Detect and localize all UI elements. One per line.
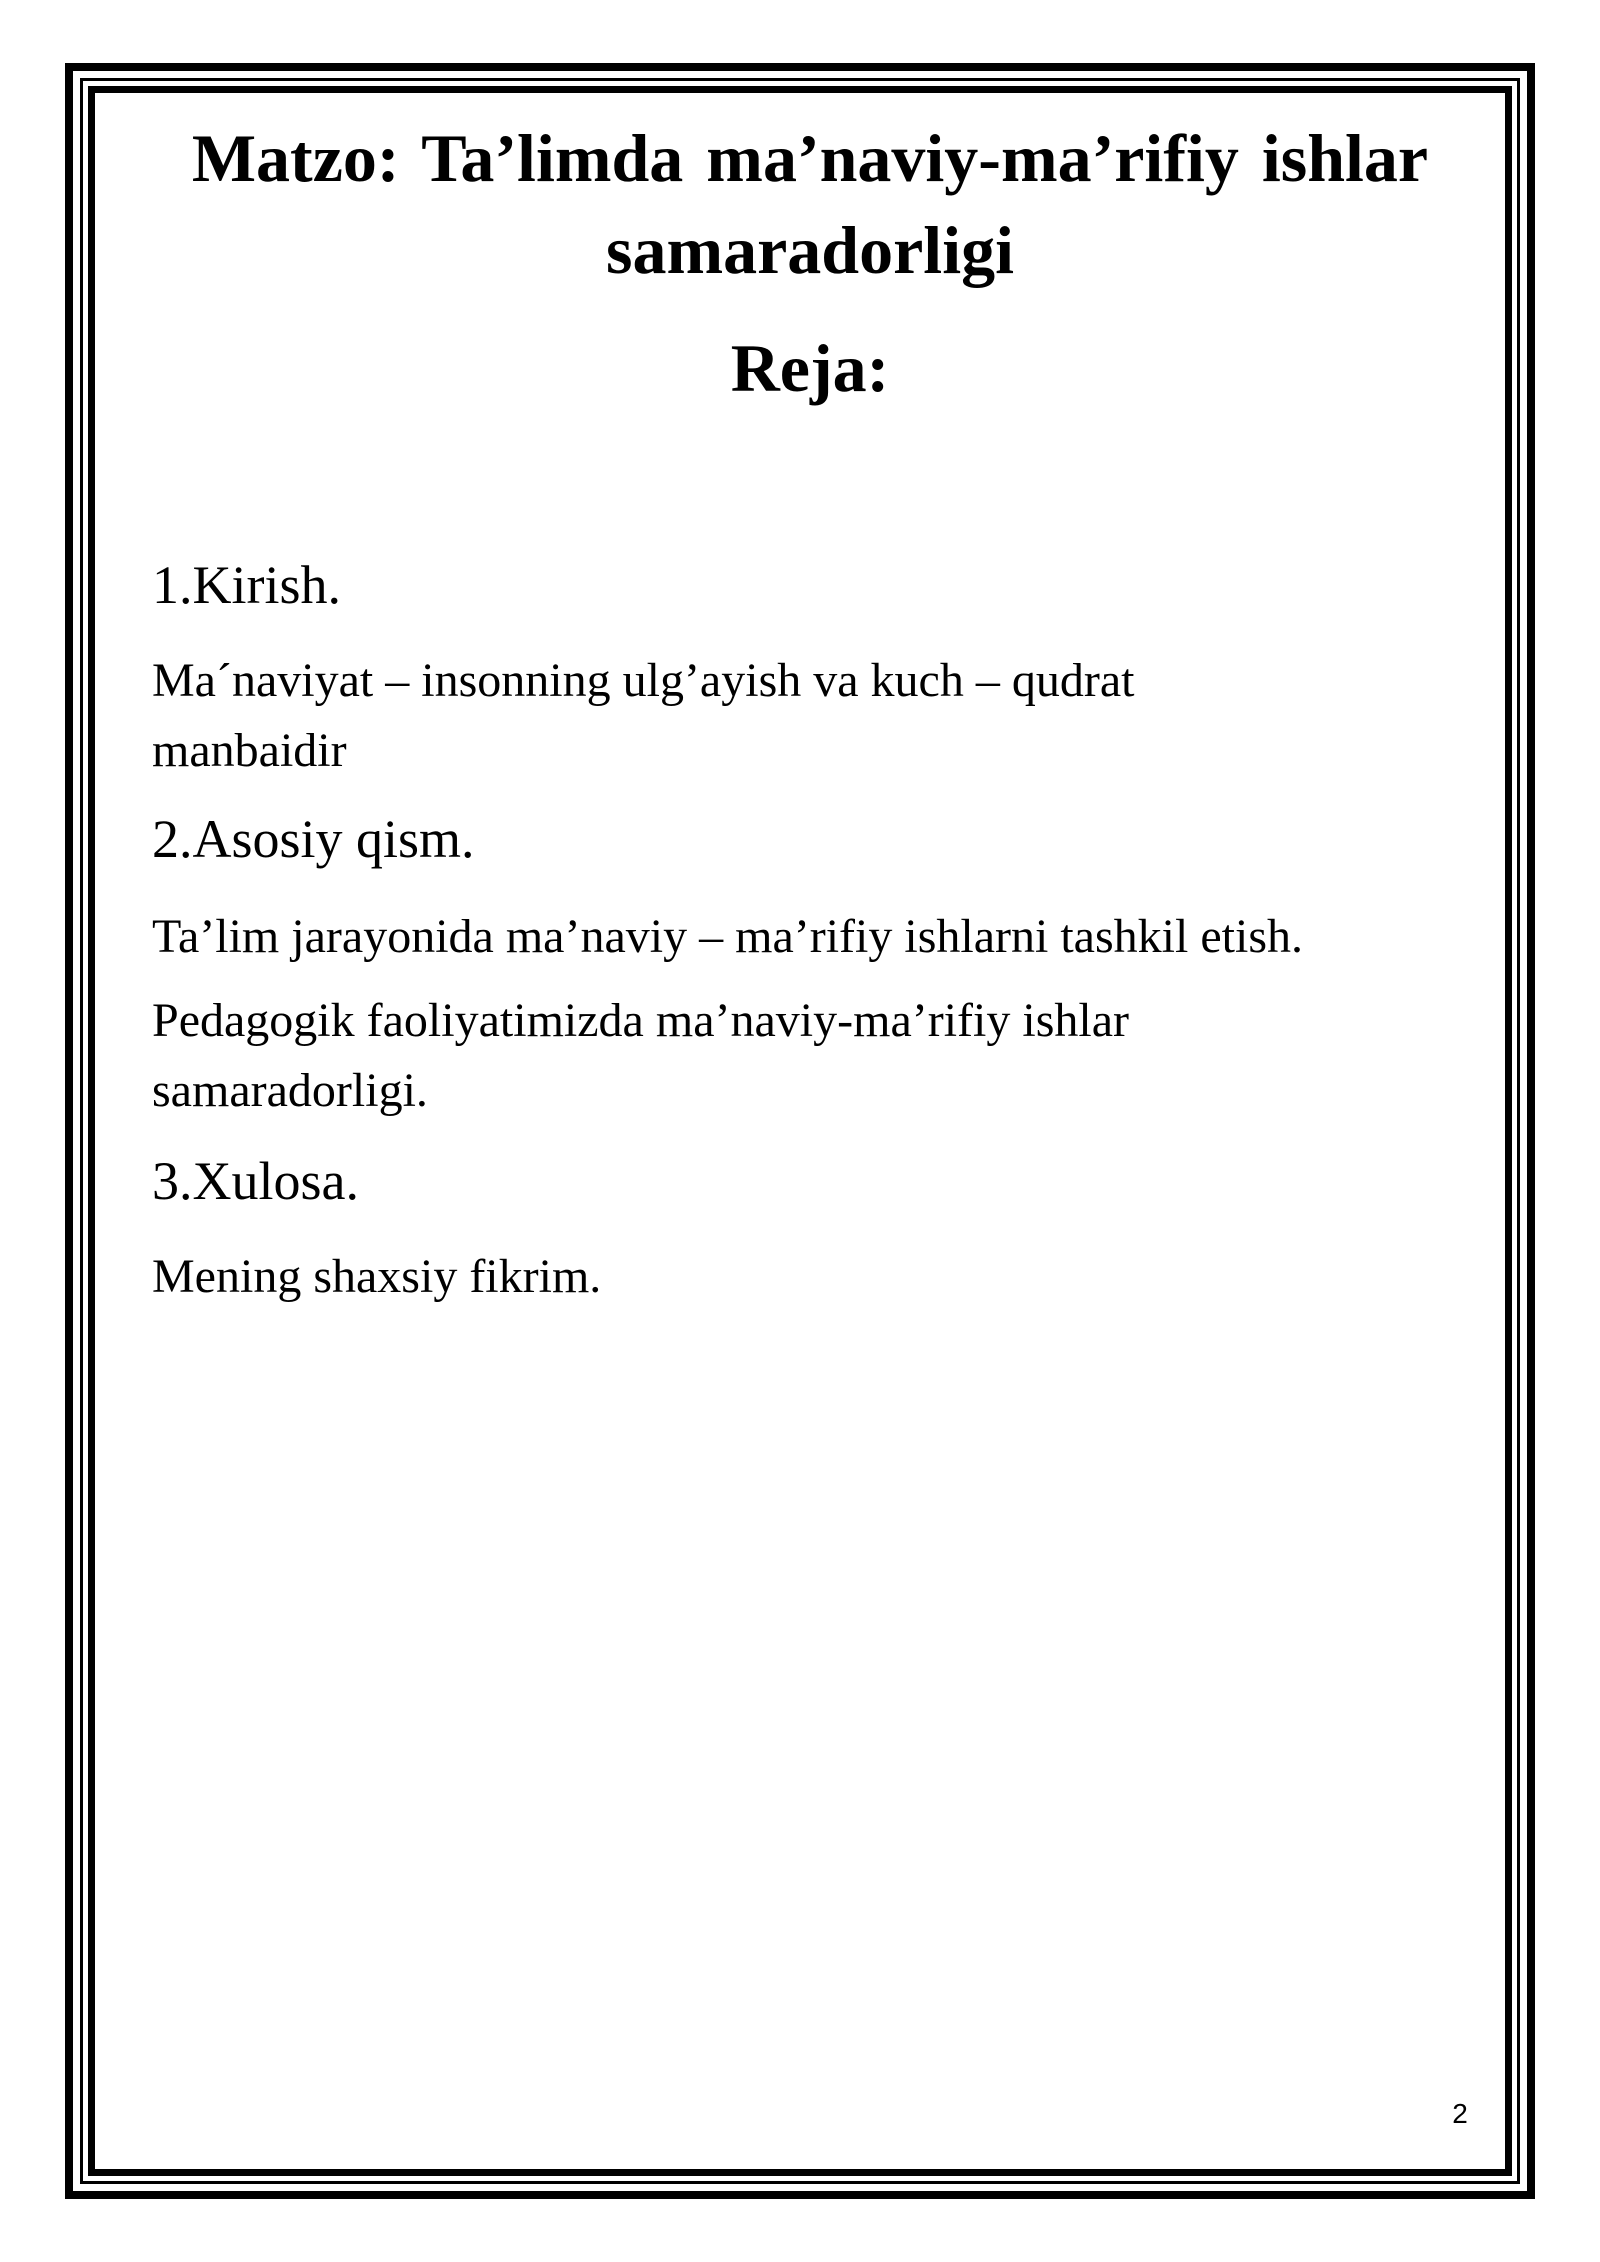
section-paragraph: Ta’lim jarayonida ma’naviy – ma’rifiy ishlarni tashkil etish. (152, 910, 1303, 963)
plan-heading: Reja: (730, 330, 890, 406)
document-title: Matzo: Ta’limda ma’naviy-ma’rifiy ishlar samaradorligi (191, 120, 1429, 288)
section-paragraph: Ma´naviyat – insonning ulg’ayish va kuch – qudrat manbaidir (152, 654, 1135, 777)
section-heading-conclusion: 3.Xulosa. (152, 1151, 359, 1211)
page-number: 2 (1452, 2098, 1468, 2129)
section-heading-main-part: 2.Asosiy qism. (152, 809, 475, 869)
plan-content (152, 540, 1472, 1312)
section-paragraph: Pedagogik faoliyatimizda ma’naviy-ma’rifiy ishlar samaradorligi. (152, 994, 1130, 1117)
section-paragraph: Mening shaxsiy fikrim. (152, 1250, 602, 1303)
section-heading-introduction: 1.Kirish. (152, 555, 341, 615)
